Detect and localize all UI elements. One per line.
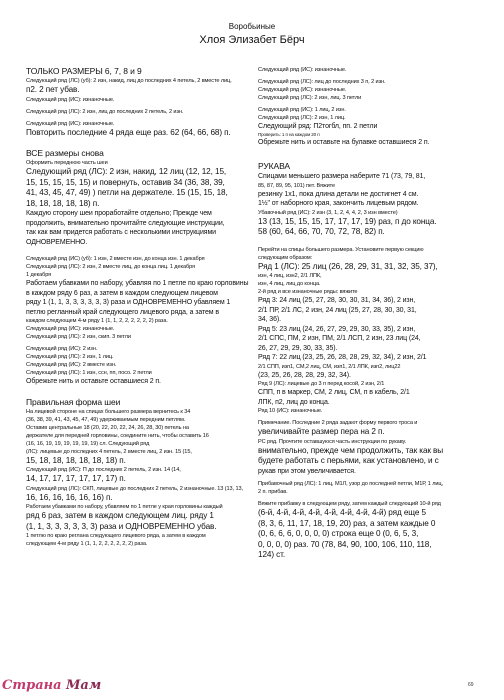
instruction-line: Каждую сторону шеи проработайте отдельно; Прежде чем <box>26 210 212 217</box>
section-heading-right-neck: Правильная форма шеи <box>26 396 121 407</box>
left-column <box>26 66 254 548</box>
instruction-line: Следующий ряд (ЛС): 2 изн, скип. 3 петли <box>26 334 131 340</box>
instruction-line: Спицами меньшего размера наберите 71 (73, 79, 81, <box>258 173 426 180</box>
section-heading-all-sizes: ВСЕ размеры снова <box>26 148 104 158</box>
instruction-line: внимательно, прежде чем продолжить, так как вы <box>258 445 444 455</box>
instruction-line: Повторить последние 4 ряда еще раз. 62 (64, 66, 68) п. <box>26 127 231 137</box>
instruction-line: Следующий ряд (ИС) (уб): 1 изн, 2 вместе изн, до конца изн. 1 декабря <box>26 256 205 262</box>
instruction-line: 1 декабря <box>26 272 52 278</box>
instruction-line: Следующий ряд (ЛС): 2 изн, 1 лиц. <box>26 354 114 360</box>
instruction-line: На лицевой стороне на спицах большего размера вернитесь к 34 <box>26 408 191 415</box>
instruction-line: 26, 27, 29, 29, 30, 33, 35). <box>258 344 338 352</box>
instruction-line: каждом следующем 4-м ряду 1 (1, 1, 2, 2, 2, 2, 2, 2) раза. <box>26 318 168 324</box>
instruction-line: 124) ст. <box>258 550 286 559</box>
instruction-line: (1, 1, 3, 3, 3, 3, 3, 3) раза и ОДНОВРЕМЕННО убав. <box>26 521 217 531</box>
instruction-line: Оформить переднюю часть шеи <box>26 160 108 166</box>
instruction-line: Следующий ряд (ИС): изнаночные. <box>258 67 347 73</box>
instruction-line: Следующий ряд (ЛС): 2 изн, лиц до последних 2 петель, 2 изн. <box>26 108 184 115</box>
instruction-line: Убавочный ряд (ИС): 2 изн (3, 1, 2, 4, 4, 2, 3 изн вместе) <box>258 209 398 216</box>
instruction-line: следующем 4-м ряду 1 (1, 1, 2, 2, 2, 2, 2, 2) раза. <box>26 541 148 547</box>
instruction-line: Работаем убавками по набору, убавляя по 1 петле по краю горловины <box>26 280 249 287</box>
instruction-line: изн, 4 лиц, изн2, 2/1 ЛПК, <box>258 273 322 279</box>
instruction-line: так как вам придется работать с несколькими инструкциями <box>26 229 216 236</box>
instruction-line: ряду 1 (1, 1, 3, 3, 3, 3, 3, 3) раза и ОДНОВРЕМЕННО убавляем 1 <box>26 299 231 306</box>
instruction-line: 18, 18, 18, 18, 18) п. <box>26 198 100 208</box>
instruction-line: Ряд 5: 23 лиц (24, 26, 27, 29, 29, 30, 33, 35), 2 изн, <box>258 325 416 333</box>
instruction-line: Следующий ряд (ЛС) (уб): 2 изн, накид, лиц до последних 4 петель, 2 вместе лиц, <box>26 78 232 84</box>
instruction-line: (0, 6, 6, 6, 0, 0, 0, 0) строка еще 0 (0, 6, 5, 3, <box>258 529 419 538</box>
instruction-line: следующим образом: <box>258 254 313 261</box>
instruction-line: 15, 18, 18, 18, 18, 18, 18) п. <box>26 455 126 465</box>
instruction-line: Следующий ряд (ЛС): 2 изн, лиц. 3 петли <box>258 95 362 101</box>
instruction-line: (36, 38, 39, 41, 43, 45, 47, 49) удерживаемым передним петлям. <box>26 416 186 423</box>
instruction-line: Ряд 3: 24 лиц (25, 27, 28, 30, 30, 31, 34, 36), 2 изн, <box>258 297 416 304</box>
instruction-line: 14, 17, 17, 17, 17, 17, 17) п. <box>26 474 126 483</box>
instruction-line: 58 (60, 64, 66, 70, 70, 72, 78, 82) п. <box>258 227 385 236</box>
instruction-line: 13 (13, 15, 15, 15, 17, 17, 17, 19) раз, п до конца. <box>258 216 437 226</box>
instruction-line: резинку 1х1, пока длина детали не достигнет 4 см. <box>258 190 419 198</box>
instruction-line: петлю регланный край следующего лицевого ряда, а затем в <box>26 308 219 316</box>
instruction-line: Следующий ряд (ИС): изнаночные. <box>26 120 115 127</box>
instruction-line: Следующий ряд (ЛС): 2 изн, накид, 12 лиц (12, 12, 15, <box>26 167 227 176</box>
instruction-line: 16, 16, 16, 16, 16, 16) п. <box>26 492 113 502</box>
instruction-line: Ряд 10 (ИС): изнаночные. <box>258 408 323 414</box>
instruction-line: (6-й, 4-й, 4-й, 4-й, 4-й, 4-й, 4-й, 4-й) ряд еще 5 <box>258 508 426 517</box>
instruction-line: Перейти на спицы большего размера. Установите первую секцию <box>258 246 424 253</box>
instruction-line: (ЛС): лицевые до последних 4 петель, 2 вместе лиц, 2 изн. 15 (15, <box>26 448 192 455</box>
instruction-line: Следующий ряд (ИС): 2 изн. <box>26 346 98 352</box>
instruction-line: Следующий ряд (ИС): П до последних 2 петель, 2 изн. 14 (14, <box>26 467 181 473</box>
instruction-line: 2/1 СПП, изп1, СМ,2 лиц, СМ, изп1, 2/1 ЛПК, изп2, лиц22 <box>258 363 401 370</box>
instruction-line: Ряд 1 (ЛС): 25 лиц (26, 28, 29, 31, 31, 32, 35, 37), <box>258 261 438 271</box>
instruction-line: Следующий ряд (ЛС): 2 изн, 1 лиц. <box>258 115 346 121</box>
instruction-line: Примечание. Последние 2 ряда задают форму первого троса и <box>258 420 418 426</box>
instruction-line: РС ряд. Прочтите оставшуюся часть инструкции по рукаву. <box>258 438 407 445</box>
instruction-line: 2/1 ПР, 2/1 ЛС, 2 изн, 24 лиц (25, 27, 28, 30, 30, 31, <box>258 306 417 314</box>
instruction-line: (16, 16, 19, 19, 19, 19, 19, 19) сл. Следующий ряд <box>26 440 150 447</box>
instruction-line: (8, 3, 6, 11, 17, 18, 19, 20) раз, а затем каждые 0 <box>258 518 436 528</box>
instruction-line: Вяжите прибавку в следующем ряду, затем каждый следующий 10-й ряд <box>258 501 441 507</box>
instruction-line: 34, 36). <box>258 316 281 323</box>
instruction-line: п2. 2 пет убав. <box>26 85 80 94</box>
designer-name: Хлоя Элизабет Бёрч <box>199 34 305 46</box>
instruction-line: Следующий ряд (ЛС): СКП, лицевые до последних 2 петель, 2 изнаночные. 13 (13, 13, <box>26 485 243 492</box>
instruction-line: Следующий ряд (ИС): 2 вместе изн. <box>26 362 117 368</box>
instruction-line: держателе для передней горловины, соедините нить, чтобы оставить 16 <box>26 432 209 439</box>
instruction-line: Следующий ряд (ЛС): 1 изн, ссн, пп, посо. 2 петли <box>26 370 152 376</box>
instruction-line: рукав при этом увеличивается. <box>258 467 356 475</box>
instruction-line: 2/1 СПС, ПМ, 2 изн, ПМ, 2/1 ЛСП, 2 изн, 23 лиц (24, <box>258 335 421 342</box>
instruction-line: 41, 43, 45, 47, 49) ) петли на держателе. 15 (15, 15, 18, <box>26 188 228 197</box>
instruction-line: Ряд 7: 22 лиц (23, 25, 26, 28, 28, 29, 32, 34), 2 изн, 2/1 <box>258 354 427 361</box>
instruction-line: Обрежьте нить и оставьте оставшиеся 2 п. <box>26 378 161 385</box>
instruction-line: СПП, п в маркер, СМ, 2 лиц, СМ, п в кабель, 2/1 <box>258 389 410 396</box>
instruction-line: будете работать с перьями, как установлено, и с <box>258 456 439 465</box>
instruction-line: Ряд 9 (ЛС): лицевые до 3 п перед косой, 2 изн, 2/1 <box>258 381 385 387</box>
instruction-line: 15, 15, 15, 15, 15) и повернуть, оставив 34 (36, 38, 39, <box>26 177 225 187</box>
instruction-line: Следующий ряд (ЛС): 2 изн, 2 вместе лиц, до конца лиц. 1 декабря <box>26 264 195 270</box>
instruction-line: 1 петлю по краю реглана следующего лицевого ряда, а затем в каждом <box>26 533 206 539</box>
section-heading-sleeves: РУКАВА <box>258 161 290 171</box>
page-number: 69 <box>468 682 474 688</box>
logo-text-part1: Страна <box>2 678 62 693</box>
instruction-line: Прибавочный ряд (ЛС): 1 лиц, М1Л, узор до последней петли, М1Р, 1 лиц, <box>258 481 443 487</box>
instruction-line: Обрежьте нить и оставьте на булавке оставшиеся 2 п. <box>258 138 430 146</box>
instruction-line: 0, 0, 0, 0) раз. 70 (78, 84, 90, 100, 106, 110, 118, <box>258 539 432 549</box>
instruction-line: изн, 4 лиц, лиц до конца. <box>258 281 321 287</box>
instruction-line: 85, 87, 89, 95, 101) пет. Вяжите <box>258 182 336 189</box>
instruction-line: Следующий ряд (ИС): 1 лиц, 2 изн. <box>258 107 346 113</box>
section-heading-sizes: ТОЛЬКО РАЗМЕРЫ 6, 7, 8 и 9 <box>26 66 142 76</box>
logo-text-part2: Мам <box>61 678 102 693</box>
instruction-line: (23, 25, 26, 28, 28, 29, 32, 34). <box>258 371 351 379</box>
instruction-line: Следующий ряд (ЛС): лиц до последних 3 п, 2 изн. <box>258 79 386 85</box>
instruction-line: Следующий ряд (ИС): изнаночные. <box>26 96 115 103</box>
instruction-line: ЛПК, п2, лиц до конца. <box>258 398 330 406</box>
instruction-line: Работаем убавками по набору, убавляем по 1 петле у края горловины каждый <box>26 504 223 510</box>
instruction-line: увеличивайте размер пера на 2 п. <box>258 427 385 436</box>
instruction-line: 1½" от наборного края, закончить лицевым рядом. <box>258 200 419 207</box>
instruction-line: Проверить: 1 п на каждом 20 п <box>258 131 320 137</box>
instruction-line: ряд 6 раз, затем в каждом следующем лиц. ряду 1 <box>26 511 214 520</box>
instruction-line: Следующий ряд (ИС): изнаночные. <box>258 87 347 93</box>
site-watermark-logo <box>2 678 101 693</box>
instruction-line: 2 п. прибав. <box>258 489 288 495</box>
right-column <box>258 66 484 561</box>
pattern-category: Воробьиные <box>228 22 276 31</box>
instruction-line: в каждом ряду 6 раз, а затем в каждом следующем лицевом <box>26 289 218 297</box>
instruction-line: 2-й ряд и все изнаночные ряды: вяжите <box>258 289 358 295</box>
instruction-line: ОДНОВРЕМЕННО. <box>26 238 88 246</box>
instruction-line: Следующий ряд: П2тогбл, пп. 2 петли <box>258 123 378 130</box>
instruction-line: продолжить, внимательно прочитайте следующие инструкции, <box>26 219 225 227</box>
instruction-line: Следующий ряд (ИС): изнаночные. <box>26 326 115 332</box>
instruction-line: Оставив центральные 18 (20, 22, 20, 22, 24, 26, 28, 30) петель на <box>26 424 189 431</box>
